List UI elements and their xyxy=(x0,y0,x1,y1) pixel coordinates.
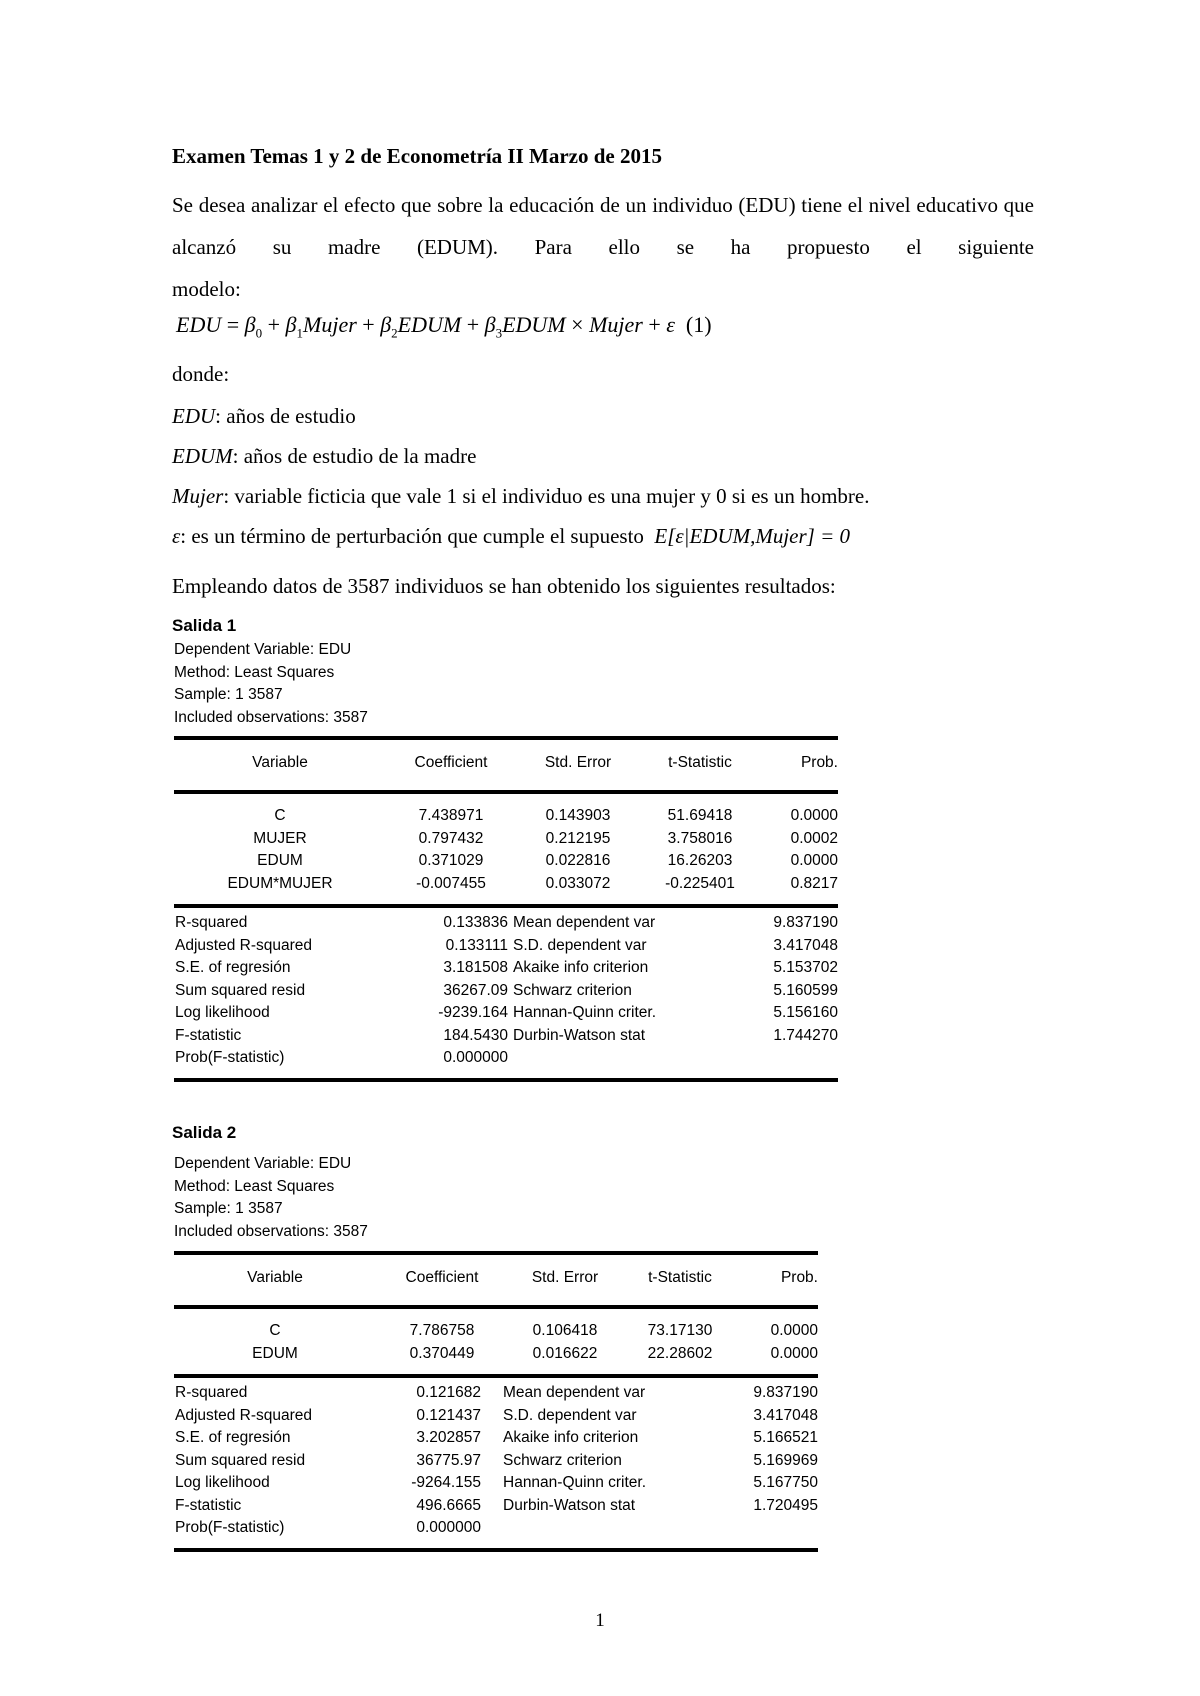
stat-label: F-statistic xyxy=(175,1026,242,1044)
output-meta-line: Dependent Variable: EDU xyxy=(174,641,352,658)
stat-value: 1.744270 xyxy=(773,1026,838,1044)
row-value: 0.370449 xyxy=(409,1344,475,1362)
row-value: 22.28602 xyxy=(647,1344,713,1362)
stat-label: Akaike info criterion xyxy=(513,959,649,976)
output-title: Salida 2 xyxy=(172,1123,237,1142)
definition-edu xyxy=(172,404,356,429)
column-header: Variable xyxy=(247,1269,303,1286)
eq-lhs: EDU xyxy=(176,312,222,337)
row-value: 0.143903 xyxy=(545,807,611,824)
row-value: 7.438971 xyxy=(418,807,484,824)
stat-label: Mean dependent var xyxy=(513,914,656,931)
row-variable-name: C xyxy=(269,1322,281,1339)
output-meta-line: Sample: 1 3587 xyxy=(174,686,283,703)
stat-label: S.E. of regresión xyxy=(175,959,291,976)
eq-times: × xyxy=(565,312,590,337)
stat-label: Durbin-Watson stat xyxy=(513,1026,646,1044)
definition-term: ε xyxy=(172,524,181,548)
eq-term-edum: EDUM xyxy=(502,312,566,337)
stat-label: Hannan-Quinn criter. xyxy=(513,1004,657,1021)
stat-value: 0.000000 xyxy=(443,1049,508,1066)
stat-value: 5.153702 xyxy=(773,959,838,976)
row-value: -0.225401 xyxy=(665,874,735,892)
stat-value: 5.166521 xyxy=(753,1429,818,1446)
eq-beta2: β xyxy=(380,312,392,337)
row-value: 0.212195 xyxy=(545,829,611,847)
row-value: 0.371029 xyxy=(418,852,484,869)
stat-value: 5.169969 xyxy=(753,1451,818,1469)
stat-value: 3.202857 xyxy=(416,1429,481,1446)
exam-title: Examen Temas 1 y 2 de Econometría II Marzo de 2015 xyxy=(172,144,662,168)
output-meta-line: Dependent Variable: EDU xyxy=(174,1155,352,1172)
table-rule xyxy=(174,1548,818,1552)
column-header: Variable xyxy=(252,754,308,771)
eq-equals: = xyxy=(221,312,245,337)
table-rule xyxy=(174,1374,818,1378)
definition-text: : años de estudio xyxy=(215,404,356,428)
eq-term-mujer: Mujer xyxy=(303,312,357,337)
row-value: 0.106418 xyxy=(532,1322,598,1339)
stat-value: 3.417048 xyxy=(753,1406,818,1424)
row-value: 0.0000 xyxy=(790,852,838,869)
stat-value: -9239.164 xyxy=(438,1004,508,1021)
eq-term-mujer: Mujer xyxy=(589,312,643,337)
table-rule xyxy=(174,1305,818,1309)
stat-value: 0.133836 xyxy=(443,914,508,931)
donde-label: donde: xyxy=(172,362,230,386)
table-rule xyxy=(174,1251,818,1255)
eq-plus: + xyxy=(461,312,485,337)
stat-label: Hannan-Quinn criter. xyxy=(503,1474,647,1491)
definition-term: EDUM xyxy=(172,444,233,468)
stat-label: Log likelihood xyxy=(175,1004,270,1021)
definition-text: : años de estudio de la madre xyxy=(232,444,477,468)
row-value: 0.8217 xyxy=(790,874,838,892)
stat-value: 3.417048 xyxy=(773,936,838,954)
eq-beta3-sub: 3 xyxy=(495,325,503,341)
row-value: 0.022816 xyxy=(545,852,611,869)
stat-value: 0.133111 xyxy=(445,936,508,954)
row-variable-name: C xyxy=(274,807,286,824)
stat-value: 0.121682 xyxy=(416,1384,481,1401)
row-value: 0.0000 xyxy=(770,1322,818,1339)
stat-value: 5.156160 xyxy=(773,1004,838,1021)
column-header: t-Statistic xyxy=(648,1269,712,1286)
stat-label: Log likelihood xyxy=(175,1474,270,1491)
eq-plus: + xyxy=(356,312,381,337)
row-variable-name: MUJER xyxy=(253,829,307,847)
row-value: 0.0002 xyxy=(790,829,838,847)
row-value: -0.007455 xyxy=(416,874,486,892)
row-variable-name: EDUM*MUJER xyxy=(227,874,333,892)
row-value: 0.016622 xyxy=(532,1344,598,1362)
definition-text: : es un término de perturbación que cumple el supuesto xyxy=(180,524,644,548)
table-rule xyxy=(174,790,838,794)
row-value: 3.758016 xyxy=(667,829,733,847)
row-value: 0.0000 xyxy=(790,807,838,824)
column-header: Coefficient xyxy=(405,1269,479,1286)
eq-beta3: β xyxy=(484,312,496,337)
stat-label: Adjusted R-squared xyxy=(175,936,312,954)
stat-value: 1.720495 xyxy=(753,1496,818,1514)
definition-term: EDU xyxy=(172,404,216,428)
stat-label: Prob(F-statistic) xyxy=(175,1049,285,1066)
row-variable-name: EDUM xyxy=(252,1344,298,1362)
table-rule xyxy=(174,1078,838,1082)
eq-number: (1) xyxy=(685,312,712,337)
row-value: 7.786758 xyxy=(409,1322,475,1339)
stat-label: Sum squared resid xyxy=(175,1451,306,1469)
eq-beta1-sub: 1 xyxy=(296,325,303,341)
column-header: Coefficient xyxy=(414,754,488,771)
stat-label: F-statistic xyxy=(175,1496,242,1514)
definition-epsilon xyxy=(172,524,850,549)
eq-plus: + xyxy=(642,312,667,337)
eq-beta0-sub: 0 xyxy=(255,325,263,341)
stat-value: 3.181508 xyxy=(443,959,508,976)
intro-paragraph: Se desea analizar el efecto que sobre la educación de un individuo (EDU) tiene el nivel educativo que alcanzó su madre (EDUM). Para ello se ha propuesto el siguiente xyxy=(172,193,1034,259)
stat-value: 9.837190 xyxy=(753,1384,818,1401)
stat-value: 496.6665 xyxy=(416,1496,481,1514)
stat-label: S.D. dependent var xyxy=(513,936,647,954)
stat-label: R-squared xyxy=(175,914,248,931)
stat-value: 36267.09 xyxy=(443,981,508,999)
definition-text: : variable ficticia que vale 1 si el individuo es una mujer y 0 si es un hombre. xyxy=(223,484,870,508)
row-value: 0.033072 xyxy=(545,874,611,892)
eq-beta0: β xyxy=(244,312,256,337)
stat-value: 9.837190 xyxy=(773,914,838,931)
page-number: 1 xyxy=(595,1610,605,1631)
stat-label: Adjusted R-squared xyxy=(175,1406,312,1424)
stat-label: R-squared xyxy=(175,1384,248,1401)
stat-label: S.E. of regresión xyxy=(175,1429,291,1446)
stat-value: 0.121437 xyxy=(416,1406,481,1424)
stat-label: Akaike info criterion xyxy=(503,1429,639,1446)
model-equation xyxy=(176,312,712,341)
stat-label: Sum squared resid xyxy=(175,981,306,999)
intro-paragraph-end: modelo: xyxy=(172,277,241,301)
data-statement: Empleando datos de 3587 individuos se han obtenido los siguientes resultados: xyxy=(172,574,836,598)
row-value: 16.26203 xyxy=(667,852,733,869)
stat-value: 0.000000 xyxy=(416,1519,481,1536)
output-meta-line: Method: Least Squares xyxy=(174,1177,335,1195)
row-value: 51.69418 xyxy=(667,807,733,824)
column-header: Std. Error xyxy=(531,1269,599,1286)
column-header: Prob. xyxy=(780,1269,818,1286)
stat-label: Durbin-Watson stat xyxy=(503,1496,636,1514)
stat-label: Prob(F-statistic) xyxy=(175,1519,285,1536)
output-title: Salida 1 xyxy=(172,616,237,635)
table-rule xyxy=(174,904,838,908)
stat-label: S.D. dependent var xyxy=(503,1406,637,1424)
stat-value: 184.5430 xyxy=(443,1026,508,1044)
assumption-expression: E[ε|EDUM,Mujer] = 0 xyxy=(654,524,851,548)
stat-value: 5.167750 xyxy=(753,1474,818,1491)
column-header: Std. Error xyxy=(544,754,612,771)
stat-label: Schwarz criterion xyxy=(513,981,632,999)
output-meta-line: Included observations: 3587 xyxy=(174,1222,368,1240)
definition-mujer xyxy=(172,484,870,509)
row-value: 0.797432 xyxy=(418,829,484,847)
stat-label: Schwarz criterion xyxy=(503,1451,622,1469)
eq-term-edum: EDUM xyxy=(397,312,462,337)
output-meta-line: Included observations: 3587 xyxy=(174,708,368,726)
column-header: t-Statistic xyxy=(668,754,732,771)
table-rule xyxy=(174,736,838,740)
stat-label: Mean dependent var xyxy=(503,1384,646,1401)
output-meta-line: Method: Least Squares xyxy=(174,663,335,681)
definition-term: Mujer xyxy=(172,484,224,508)
eq-epsilon: ε xyxy=(666,312,675,337)
definition-edum xyxy=(172,444,476,469)
eq-beta1: β xyxy=(285,312,297,337)
stat-value: 36775.97 xyxy=(416,1451,481,1469)
eq-beta2-sub: 2 xyxy=(391,325,398,341)
output-meta-line: Sample: 1 3587 xyxy=(174,1200,283,1217)
stat-value: -9264.155 xyxy=(411,1474,481,1491)
row-value: 0.0000 xyxy=(770,1344,818,1362)
row-value: 73.17130 xyxy=(647,1322,713,1339)
eq-plus: + xyxy=(262,312,286,337)
stat-value: 5.160599 xyxy=(773,981,838,999)
column-header: Prob. xyxy=(800,754,838,771)
row-variable-name: EDUM xyxy=(257,852,303,869)
